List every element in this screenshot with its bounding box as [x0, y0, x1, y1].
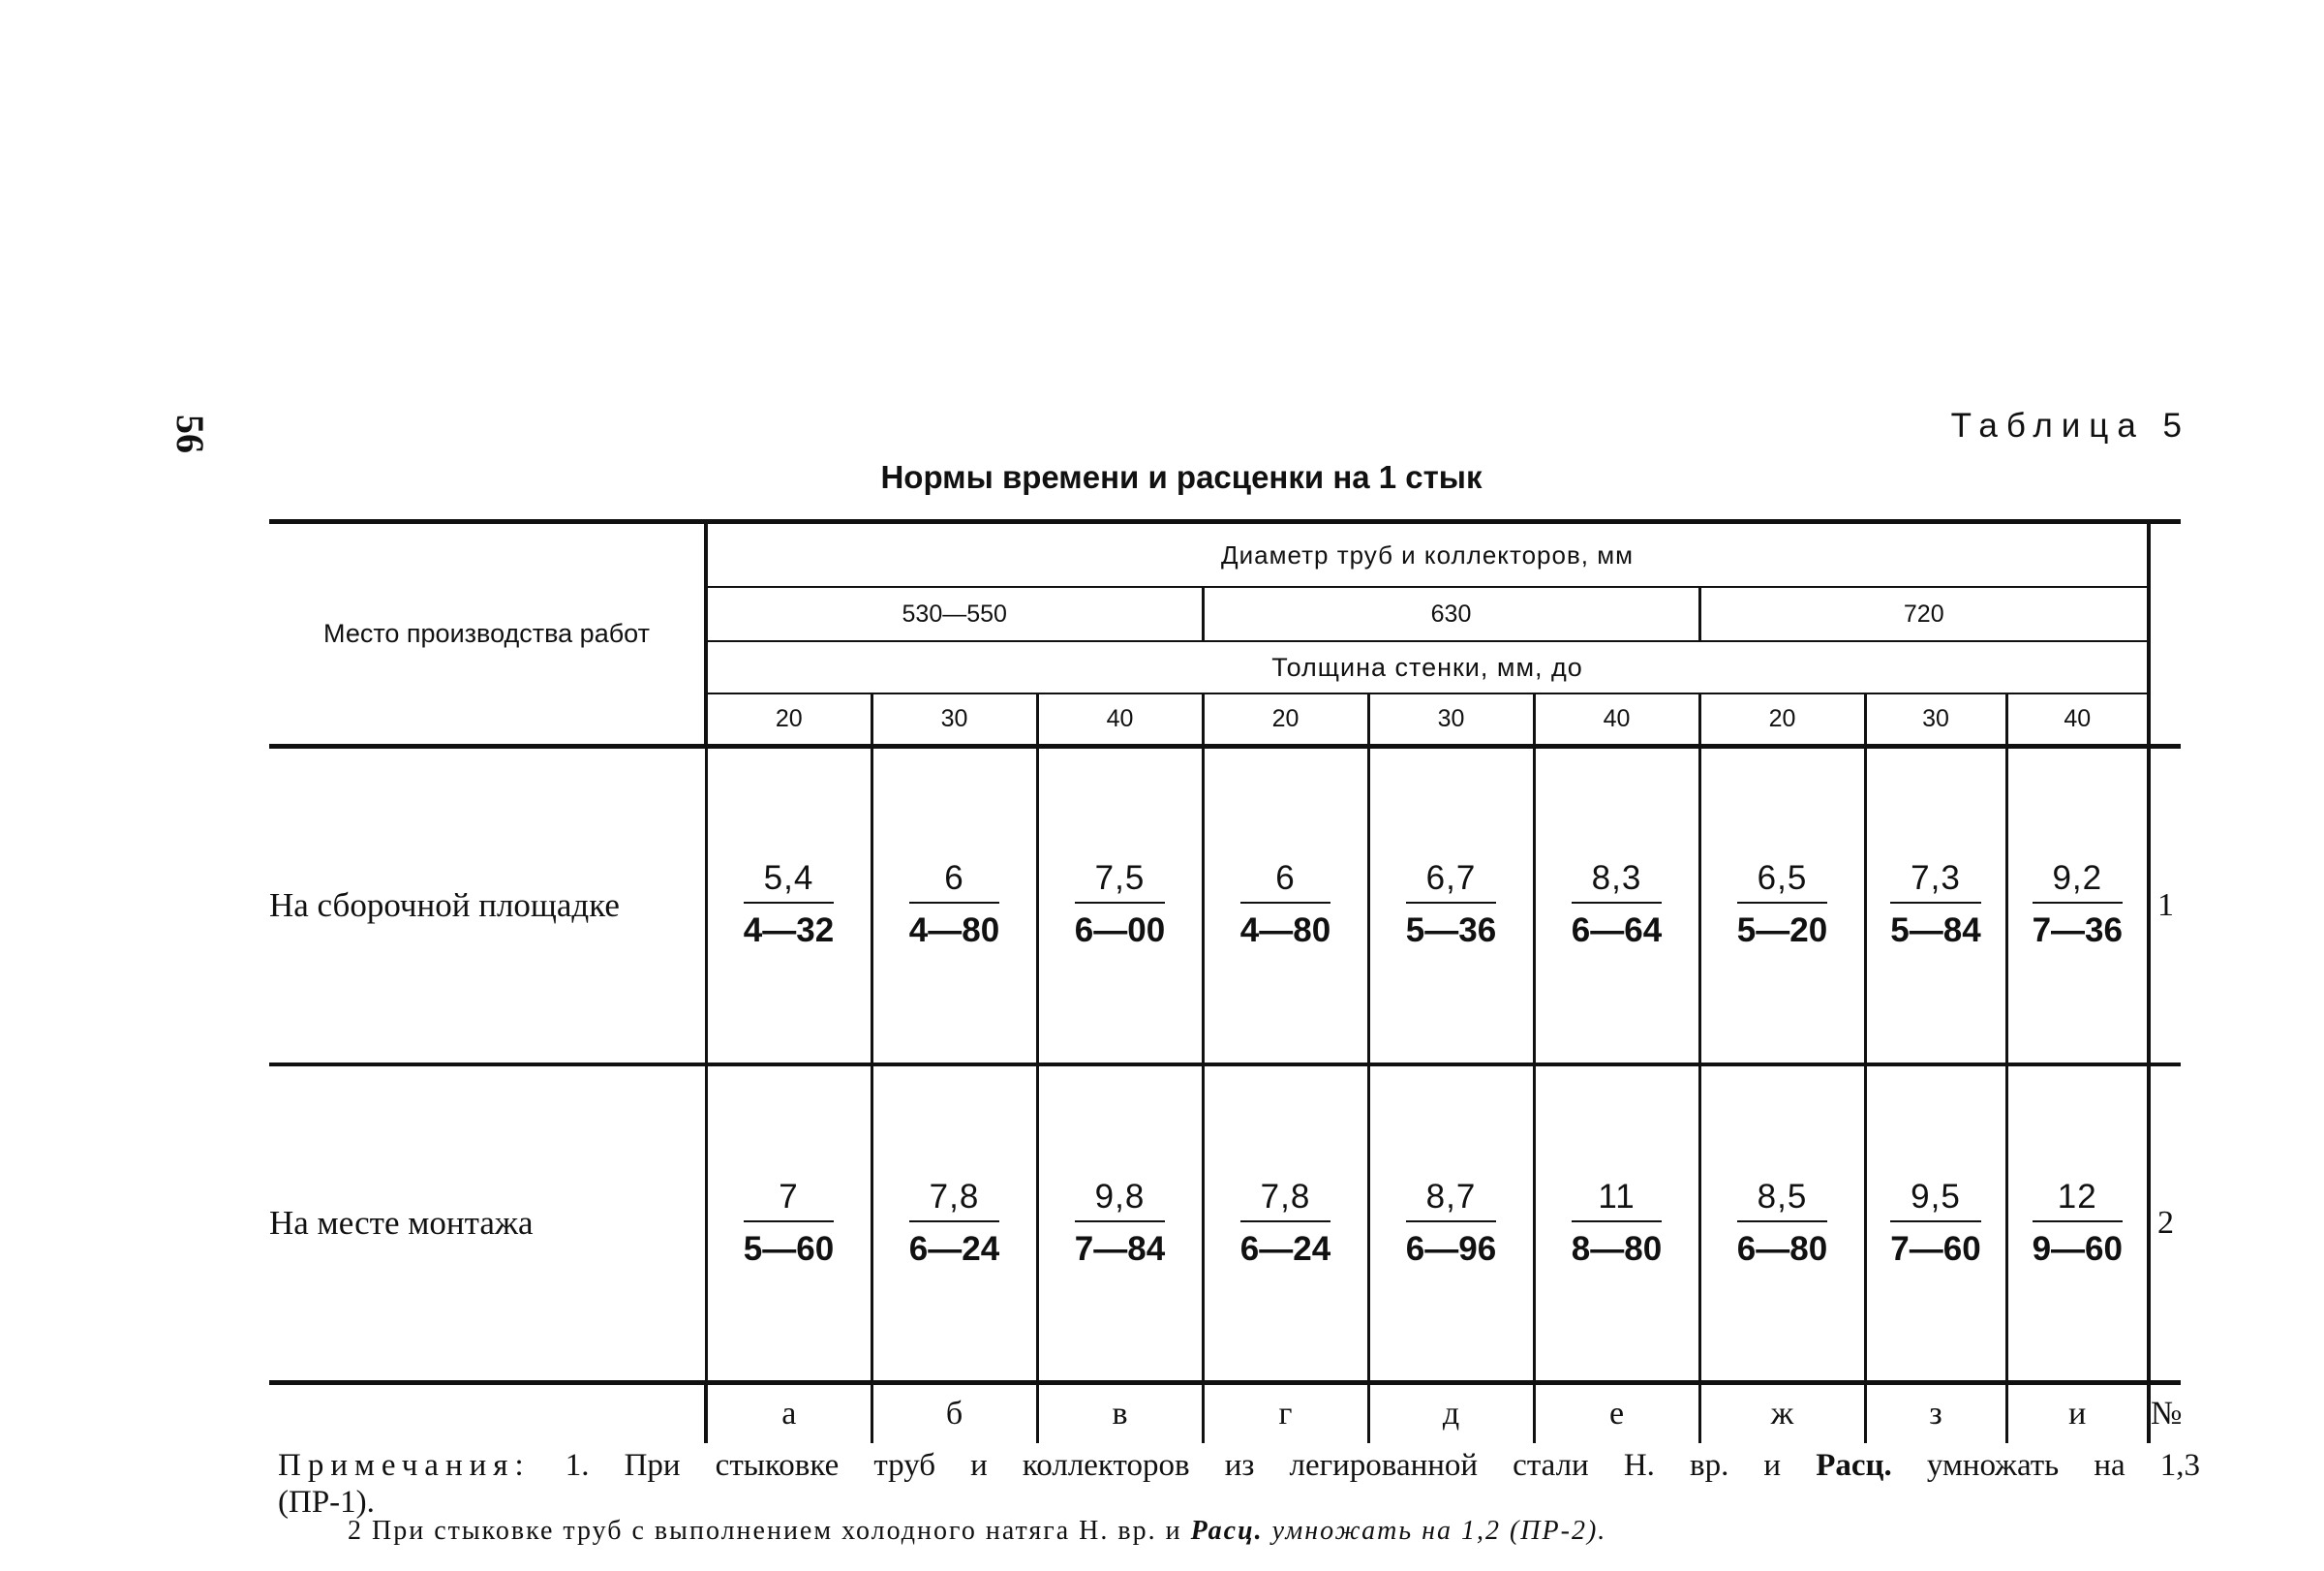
rate-cell	[1534, 1064, 1699, 1383]
diameter-header: Диаметр труб и коллекторов, мм	[706, 522, 2149, 588]
rate-cell	[1037, 1064, 1203, 1383]
rate-cell	[872, 747, 1037, 1065]
column-code: и	[2006, 1383, 2149, 1444]
time-norm: 6,5	[1737, 859, 1827, 904]
price: 6—96	[1405, 1230, 1497, 1268]
codes-blank-cell	[269, 1383, 706, 1444]
price: 4—80	[908, 910, 1000, 949]
column-code: б	[872, 1383, 1037, 1444]
price: 7—36	[2032, 910, 2123, 949]
time-norm: 6	[909, 859, 999, 904]
time-norm: 7,3	[1890, 859, 1980, 904]
table-title: Нормы времени и расценки на 1 стык	[880, 459, 1483, 495]
time-norm: 8,5	[1737, 1178, 1827, 1222]
time-norm: 9,5	[1890, 1178, 1980, 1222]
table-row	[269, 1064, 2181, 1383]
rate-cell	[1203, 1064, 1368, 1383]
rate-cell	[1699, 1064, 1865, 1383]
thickness-cell: 40	[1037, 693, 1203, 747]
note-2-end: умножать на 1,2 (ПР-2).	[1263, 1516, 1607, 1546]
diameter-530-550: 530—550	[706, 587, 1203, 641]
price: 6—64	[1571, 910, 1663, 949]
time-norm: 7	[744, 1178, 834, 1222]
thickness-cell: 30	[872, 693, 1037, 747]
price: 5—60	[743, 1230, 835, 1268]
row-number: 1	[2149, 747, 2181, 1065]
rate-cell	[1865, 747, 2006, 1065]
header-blank-cell	[2149, 522, 2181, 747]
column-code: ж	[1699, 1383, 1865, 1444]
rate-cell	[1865, 1064, 2006, 1383]
thickness-cell: 30	[1865, 693, 2006, 747]
time-norm: 8,7	[1406, 1178, 1496, 1222]
rate-cell	[1699, 747, 1865, 1065]
notes-label: Примечания:	[278, 1448, 531, 1483]
note-1-continuation: (ПР-1).	[278, 1485, 375, 1520]
price: 5—36	[1405, 910, 1497, 949]
time-norm: 9,8	[1075, 1178, 1165, 1222]
column-code: в	[1037, 1383, 1203, 1444]
price: 5—84	[1890, 910, 1981, 949]
time-norm: 7,5	[1075, 859, 1165, 904]
time-norm: 9,2	[2033, 859, 2123, 904]
time-norm: 6	[1240, 859, 1330, 904]
note-2	[278, 1513, 2200, 1550]
thickness-cell: 30	[1368, 693, 1534, 747]
rate-cell	[2006, 747, 2149, 1065]
time-norm: 7,8	[1240, 1178, 1330, 1222]
diameter-630: 630	[1203, 587, 1699, 641]
rate-cell	[1203, 747, 1368, 1065]
wall-thickness-header: Толщина стенки, мм, до	[706, 641, 2149, 693]
row-label: На сборочной площадке	[269, 747, 706, 1065]
rate-cell	[1037, 747, 1203, 1065]
notes	[278, 1447, 2200, 1550]
price: 9—60	[2032, 1230, 2123, 1268]
time-norm: 7,8	[909, 1178, 999, 1222]
time-norm: 11	[1572, 1178, 1662, 1222]
rate-cell	[706, 1064, 872, 1383]
price: 4—32	[743, 910, 835, 949]
note-1	[278, 1447, 2200, 1484]
rate-cell	[706, 747, 872, 1065]
price: 6—00	[1074, 910, 1166, 949]
note-1-end: умножать на 1,3	[1891, 1448, 2200, 1483]
thickness-cell: 20	[1203, 693, 1368, 747]
price: 6—24	[908, 1230, 1000, 1268]
note-1-bold: Расц.	[1816, 1448, 1892, 1483]
rate-cell	[872, 1064, 1037, 1383]
number-sign: №	[2149, 1383, 2181, 1444]
column-codes-row	[269, 1383, 2181, 1444]
thickness-cell: 40	[1534, 693, 1699, 747]
row-number: 2	[2149, 1064, 2181, 1383]
page-number: 56	[168, 415, 212, 453]
time-norm: 6,7	[1406, 859, 1496, 904]
rate-cell	[1534, 747, 1699, 1065]
note-2-text: 2 При стыковке труб с выполнением холодного натяга Н. вр. и	[348, 1516, 1191, 1546]
rate-cell	[2006, 1064, 2149, 1383]
note-2-bold: Расц.	[1190, 1516, 1264, 1546]
rate-cell	[1368, 747, 1534, 1065]
time-norm: 5,4	[744, 859, 834, 904]
table-row	[269, 747, 2181, 1065]
time-norm: 8,3	[1572, 859, 1662, 904]
price: 5—20	[1736, 910, 1828, 949]
price: 7—84	[1074, 1230, 1166, 1268]
price: 4—80	[1239, 910, 1331, 949]
time-norm: 12	[2033, 1178, 2123, 1222]
norms-table	[269, 519, 2181, 1443]
note-1-text: 1. При стыковке труб и коллекторов из легированной стали Н. вр. и	[565, 1448, 1817, 1483]
column-code: е	[1534, 1383, 1699, 1444]
place-header: Место производства работ	[269, 522, 706, 747]
price: 6—24	[1239, 1230, 1331, 1268]
column-code: з	[1865, 1383, 2006, 1444]
price: 7—60	[1890, 1230, 1981, 1268]
column-code: д	[1368, 1383, 1534, 1444]
price: 6—80	[1736, 1230, 1828, 1268]
thickness-cell: 20	[706, 693, 872, 747]
column-code: а	[706, 1383, 872, 1444]
thickness-cell: 20	[1699, 693, 1865, 747]
thickness-cell: 40	[2006, 693, 2149, 747]
row-label: На месте монтажа	[269, 1064, 706, 1383]
column-code: г	[1203, 1383, 1368, 1444]
rate-cell	[1368, 1064, 1534, 1383]
price: 8—80	[1571, 1230, 1663, 1268]
table-label: Таблица 5	[1950, 407, 2190, 445]
diameter-720: 720	[1699, 587, 2149, 641]
